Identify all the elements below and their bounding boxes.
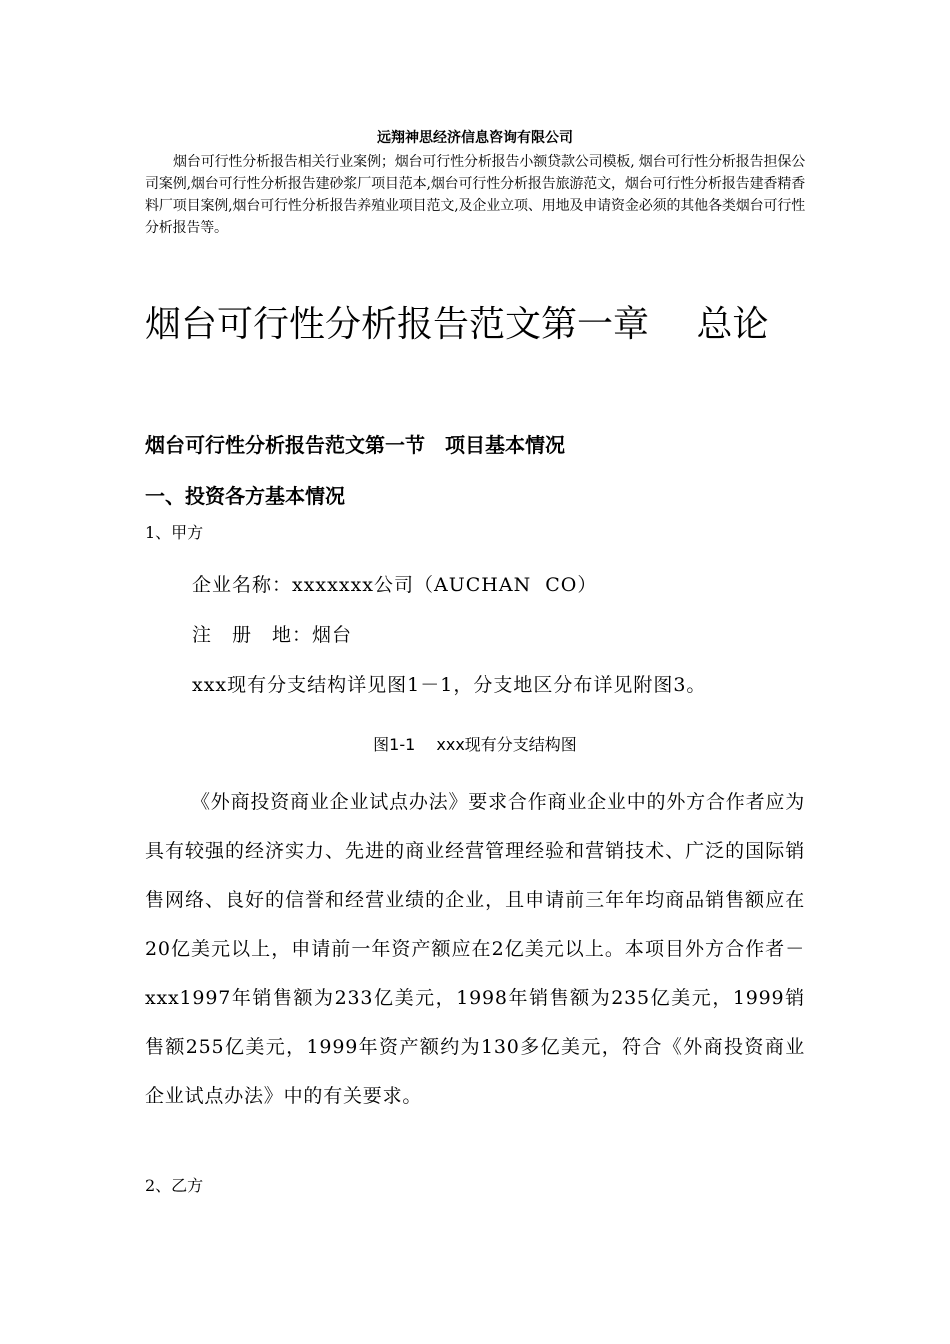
- party-a-label: 1、甲方: [145, 523, 204, 542]
- intro-paragraph: 烟台可行性分析报告相关行业案例；烟台可行性分析报告小额贷款公司模板, 烟台可行性分析报告担保公司案例,烟台可行性分析报告建砂浆厂项目范本,烟台可行性分析报告旅游范文，烟台可行性分析报告建香精香料厂项目案例,烟台可行性分析报告养殖业项目范文,及企业立项、用地及申请资金必须的其他各类烟台可行性分析报告等。: [145, 154, 805, 236]
- party-b-label: 2、乙方: [145, 1176, 204, 1195]
- body-paragraph: 《外商投资商业企业试点办法》要求合作商业企业中的外方合作者应为具有较强的经济实力、先进的商业经营管理经验和营销技术、广泛的国际销售网络、良好的信誉和经营业绩的企业，且申请前三年年均商品销售额应在20亿美元以上，申请前一年资产额应在2亿美元以上。本项目外方合作者－xxx1997年销售额为233亿美元，1998年销售额为235亿美元，1999销售额255亿美元，1999年资产额约为130多亿美元，符合《外商投资商业企业试点办法》中的有关要求。: [145, 791, 805, 1107]
- section-title: 烟台可行性分析报告范文第一节 项目基本情况: [145, 433, 565, 457]
- company-header: 远翔神思经济信息咨询有限公司: [377, 130, 573, 146]
- figure-caption: 图1-1 xxx现有分支结构图: [373, 735, 577, 754]
- branch-structure-line: xxx现有分支结构详见图1－1，分支地区分布详见附图3。: [192, 674, 707, 696]
- chapter-title: 烟台可行性分析报告范文第一章 总论: [145, 304, 769, 345]
- enterprise-name-line: 企业名称：xxxxxxx公司（AUCHAN CO）: [192, 574, 598, 596]
- registered-place-line: 注 册 地：烟台: [192, 624, 353, 646]
- subsection-title: 一、投资各方基本情况: [145, 484, 345, 508]
